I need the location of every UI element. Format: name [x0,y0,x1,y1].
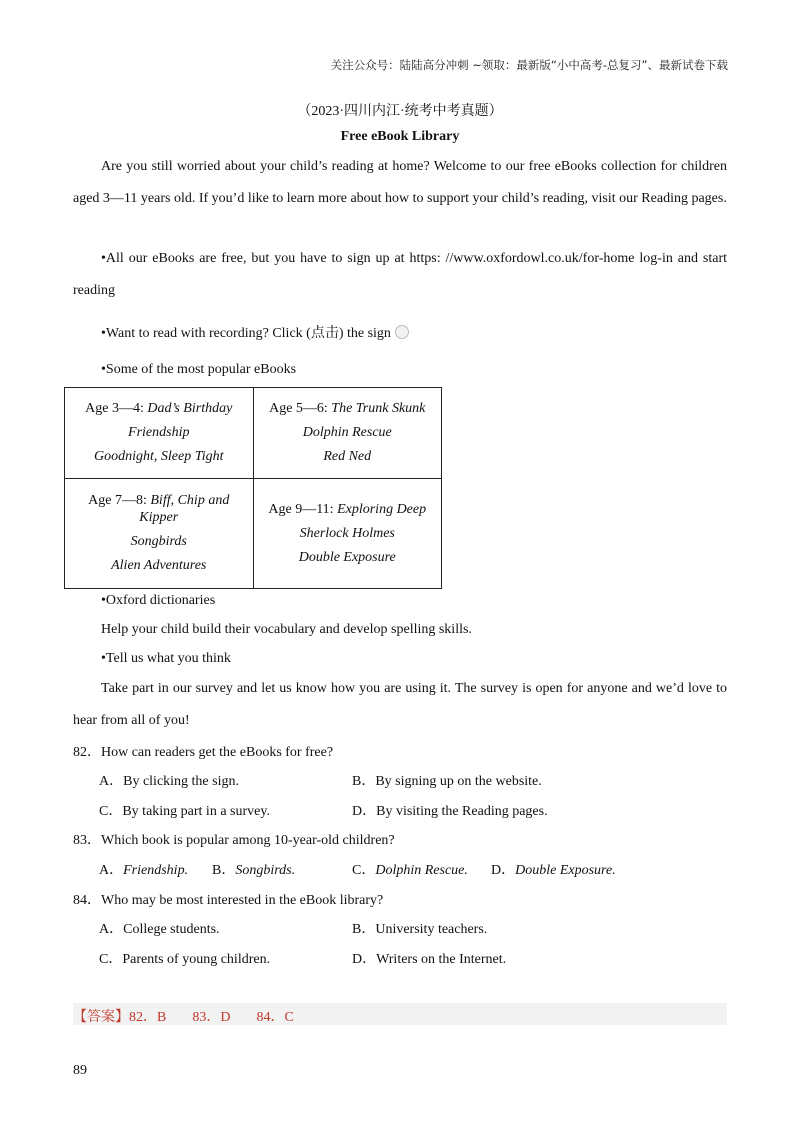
q84-option-a: A．College students. [99,922,220,937]
book-title: Red Ned [323,449,372,465]
q82-option-c: C．By taking part in a survey. [99,804,270,819]
table-cell-age-5-6 [253,388,442,479]
answer-82: 82．B [129,1010,167,1025]
tell-us-bullet: •Tell us what you think [101,651,231,666]
answer-key [73,1006,294,1026]
survey-paragraph: Take part in our survey and let us know how you are using it. The survey is open for anyone and we’d love to hear from all of you! [73,681,727,728]
book-title: Dolphin Rescue [302,425,392,441]
question-82: 82．How can readers get the eBooks for free? [73,745,334,760]
table-cell-age-7-8 [65,478,254,588]
table-cell-age-3-4 [65,388,254,479]
table-cell-age-9-11 [253,478,442,588]
answer-84: 84．C [256,1010,294,1025]
q84-option-b: B．University teachers. [352,922,488,937]
age-label: Age 7—8: [88,493,151,509]
intro-paragraph: Are you still worried about your child’s reading at home? Welcome to our free eBooks collection for children aged 3—11 years old. If you’d like to learn more about how to support your child’s reading, visit our Reading pages. [73,159,727,206]
book-title: Songbirds [130,534,187,550]
q84-option-d: D．Writers on the Internet. [352,952,507,967]
signup-paragraph: •All our eBooks are free, but you have to sign up at https: //www.oxfordowl.co.uk/for-home log-in and start reading [73,251,727,298]
recording-text: •Want to read with recording? Click (点击) the sign [101,326,391,341]
q82-option-d: D．By visiting the Reading pages. [352,804,548,819]
q83-option-a: A．Friendship. [99,863,189,878]
ebook-table [64,387,442,589]
q83-option-c: C．Dolphin Rescue. [352,863,468,878]
dictionaries-bullet: •Oxford dictionaries [101,593,216,608]
q83-option-b: B．Songbirds. [212,863,296,878]
popular-line: •Some of the most popular eBooks [101,362,297,377]
q82-option-b: B．By signing up on the website. [352,774,542,789]
page-number: 89 [73,1063,87,1078]
recording-line [101,322,409,342]
answer-label: 【答案】 [73,1010,129,1025]
question-source: （2023·四川内江·统考中考真题） [297,104,503,119]
passage-title: Free eBook Library [340,129,460,144]
book-title: Biff, Chip and Kipper [139,493,230,526]
question-84: 84．Who may be most interested in the eBook library? [73,893,384,908]
book-title: Friendship [128,425,190,441]
book-title: Goodnight, Sleep Tight [94,449,224,465]
book-title: Dad’s Birthday [147,401,233,417]
q84-option-c: C．Parents of young children. [99,952,271,967]
answer-83: 83．D [192,1010,231,1025]
age-label: Age 9—11: [268,501,338,517]
book-title: Sherlock Holmes [299,525,395,541]
dictionaries-text: Help your child build their vocabulary and develop spelling skills. [101,622,472,637]
q82-option-a: A．By clicking the sign. [99,774,239,789]
question-83: 83．Which book is popular among 10-year-old children? [73,833,395,848]
book-title: The Trunk Skunk [331,401,426,417]
age-label: Age 3—4: [85,401,148,417]
header-note: 关注公众号：陆陆高分冲刺 ~领取：最新版“小中高考-总复习”、最新试卷下载 [330,58,728,72]
book-title: Double Exposure [298,549,396,565]
recording-sign-icon [395,325,409,339]
q83-option-d: D．Double Exposure. [491,863,616,878]
age-label: Age 5—6: [269,401,332,417]
book-title: Alien Adventures [111,558,207,574]
book-title: Exploring Deep [337,501,427,517]
